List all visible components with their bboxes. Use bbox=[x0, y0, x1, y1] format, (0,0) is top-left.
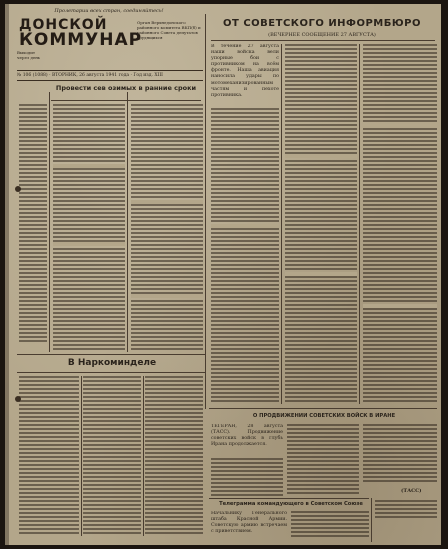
article-text-block bbox=[291, 511, 369, 539]
iran-lead-text: ТЕГЕРАН, 28 августа (ТАСС). Продвижение советских войск в глубь Ирана продолжается. bbox=[211, 424, 283, 448]
column-rule bbox=[359, 44, 360, 404]
paragraph-gap bbox=[285, 154, 357, 158]
paragraph-gap bbox=[285, 272, 357, 276]
column-rule bbox=[205, 14, 206, 409]
masthead-name-line1: ДОНСКОЙ bbox=[19, 17, 108, 33]
paragraph-gap bbox=[363, 304, 437, 308]
column-rule bbox=[371, 498, 372, 542]
harvest-headline: Провести сев озимых в ранние сроки bbox=[55, 84, 197, 92]
headline-rule bbox=[51, 100, 201, 101]
article-text-block bbox=[363, 424, 437, 484]
paragraph-gap bbox=[131, 294, 203, 298]
article-text-block bbox=[285, 44, 357, 404]
section-rule bbox=[209, 408, 437, 409]
paragraph-gap bbox=[363, 124, 437, 128]
paragraph-gap bbox=[53, 242, 125, 246]
article-text-block bbox=[19, 376, 79, 536]
page-edge-shadow bbox=[5, 4, 9, 545]
telegram-headline: Телеграмма командующего в Советском Союзе bbox=[219, 501, 363, 507]
headline-rule bbox=[211, 40, 435, 41]
article-text-block bbox=[211, 108, 279, 404]
sovinform-lead-text: В течение 27 августа наши войска вели упорные бои с противником на всём фронте. Наша авиация наносила удары по мотомеханизированным частям и пехоте противника. bbox=[211, 44, 279, 98]
masthead-name-line2: КОММУНАР bbox=[19, 30, 143, 50]
article-text-block bbox=[375, 500, 437, 520]
article-text-block bbox=[83, 376, 141, 536]
column-rule bbox=[127, 92, 128, 352]
iran-headline: О ПРОДВИЖЕНИИ СОВЕТСКИХ ВОЙСК В ИРАНЕ bbox=[252, 413, 396, 419]
telegram-text: Начальнику Генерального штаба Красной Армии. Советскую армию встречаем с приветствием. bbox=[211, 511, 287, 535]
column-rule bbox=[281, 44, 282, 404]
article-text-block bbox=[131, 104, 203, 352]
paragraph-gap bbox=[131, 200, 203, 204]
article-text-block bbox=[145, 376, 203, 536]
narkomindel-headline: В Наркоминделе bbox=[67, 358, 157, 368]
tass-signature: (ТАСС) bbox=[401, 488, 422, 494]
column-rule bbox=[49, 92, 50, 352]
sovinform-subtitle: (ВЕЧЕРНЕЕ СООБЩЕНИЕ 27 АВГУСТА) bbox=[268, 32, 376, 38]
issue-info-bar: № 106 (1088) · ВТОРНИК, 26 августа 1941 года · Год изд. XIII bbox=[17, 70, 203, 81]
section-rule bbox=[209, 498, 369, 499]
publisher-info: Орган Верхнедонского районного комитета ВКП(б) и районного Совета депутатов трудящихся bbox=[137, 20, 201, 40]
slogan: Пролетарии всех стран, соединяйтесь! bbox=[54, 8, 164, 14]
paragraph-gap bbox=[211, 224, 279, 228]
frequency-note: Выходит через день bbox=[17, 50, 41, 60]
article-text-block bbox=[19, 104, 47, 344]
newspaper-page bbox=[5, 4, 441, 545]
article-text-block bbox=[363, 44, 437, 404]
section-rule bbox=[17, 372, 205, 373]
article-text-block bbox=[287, 424, 359, 496]
article-text-block bbox=[211, 458, 283, 496]
paragraph-gap bbox=[53, 164, 125, 168]
article-text-block bbox=[53, 104, 125, 352]
section-rule bbox=[17, 354, 205, 355]
sovinform-title: ОТ СОВЕТСКОГО ИНФОРМБЮРО bbox=[223, 18, 421, 29]
column-rule bbox=[143, 376, 144, 536]
column-rule bbox=[81, 376, 82, 536]
